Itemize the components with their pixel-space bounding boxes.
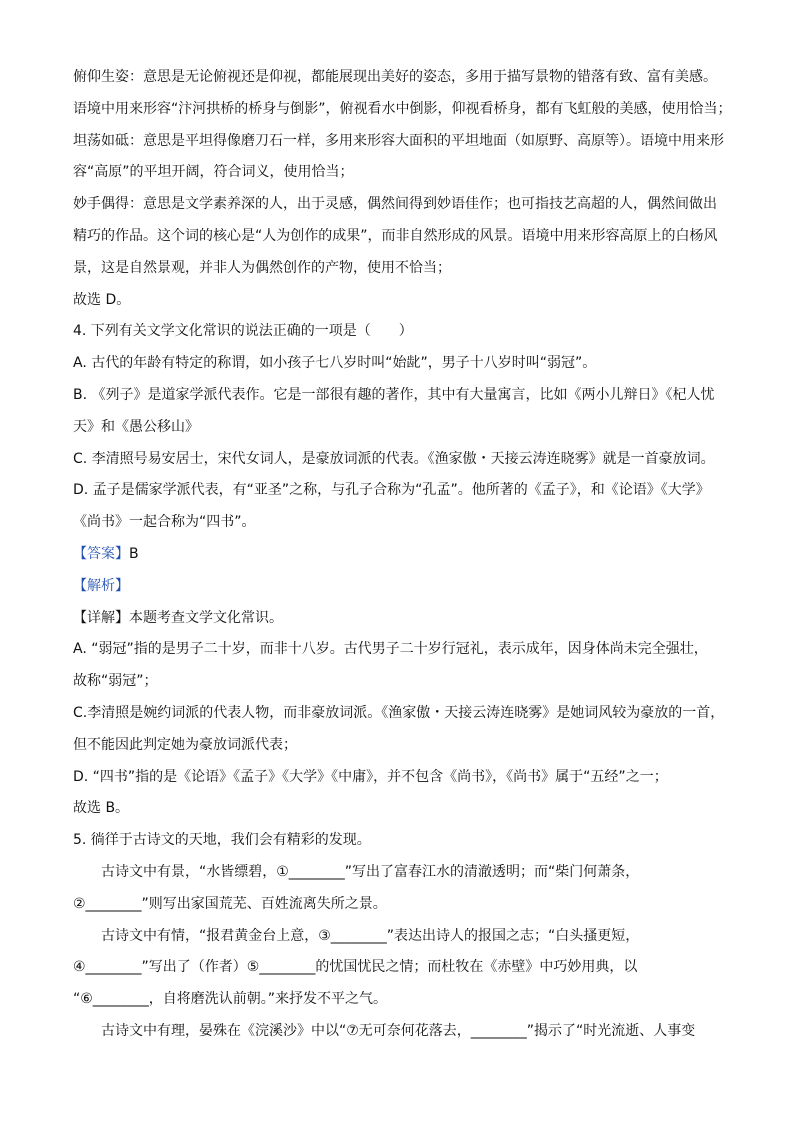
document-page [73, 62, 745, 1048]
detail-text: 本题考查文学文化常识。 [129, 609, 283, 626]
option-d-continued: 《尚书》一起合称为“四书”。 [73, 514, 256, 531]
question-5-line: 古诗文中有情，“报君黄金台上意，③________”表达出诗人的报国之志；“白头搔更短， [101, 927, 640, 944]
analysis-line [73, 571, 745, 603]
question-5-line: “⑥________，自将磨洗认前朝。”来抒发不平之气。 [73, 991, 388, 1008]
explanation-line: C.李清照是婉约词派的代表人物，而非豪放词派。《渔家傲・天接云涛连晓雾》是她词风较为豪放的一首， [73, 704, 725, 721]
text-line: 故选 D。 [73, 291, 131, 308]
question-5-stem: 5. 徜徉于古诗文的天地，我们会有精彩的发现。 [73, 832, 371, 849]
answer-value: B [129, 545, 139, 562]
explanation-line: D. “四书”指的是《论语》《孟子》《大学》《中庸》，并不包含《尚书》，《尚书》属于“五经”之一； [73, 768, 668, 785]
explanation-line: 故选 B。 [73, 800, 130, 817]
explanation-line: 但不能因此判定她为豪放词派代表； [73, 736, 297, 753]
text-line: 坦荡如砥：意思是平坦得像磨刀石一样，多用来形容大面积的平坦地面（如原野、高原等）。语境中用来形 [73, 132, 724, 149]
detail-line [73, 603, 745, 635]
option-b-continued: 天》和《愚公移山》 [73, 418, 199, 435]
detail-tag: 【详解】 [73, 609, 129, 626]
answer-line [73, 539, 745, 571]
option-d: D. 孟子是儒家学派代表，有“亚圣”之称，与孔子合称为“孔孟”。他所著的《孟子》，和《论语》《大学》 [73, 482, 710, 499]
text-line: 语境中用来形容“汴河拱桥的桥身与倒影”，俯视看水中倒影，仰视看桥身，都有飞虹般的美感，使用恰当； [73, 100, 732, 117]
option-b: B. 《列子》是道家学派代表作。它是一部很有趣的著作，其中有大量寓言，比如《两小儿辩日》《杞人忧 [73, 386, 715, 403]
analysis-tag: 【解析】 [73, 577, 129, 594]
question-4-stem: 4. 下列有关文学文化常识的说法正确的一项是（ ） [73, 323, 413, 340]
answer-tag: 【答案】 [73, 545, 129, 562]
option-c: C. 李清照号易安居士，宋代女词人，是豪放词派的代表。《渔家傲・天接云涛连晓雾》就是一首豪放词。 [73, 450, 715, 467]
explanation-line: 故称“弱冠”； [73, 673, 158, 690]
text-line: 妙手偶得：意思是文学素养深的人，出于灵感，偶然间得到妙语佳作；也可指技艺高超的人，偶然间做出 [73, 196, 717, 213]
question-5-line: ②________”则写出家国荒芜、百姓流离失所之景。 [73, 895, 387, 912]
option-a: A. 古代的年龄有特定的称谓，如小孩子七八岁时叫“始龀”，男子十八岁时叫“弱冠”。 [73, 355, 597, 372]
text-line: 景，这是自然景观，并非人为偶然创作的产物，使用不恰当； [73, 259, 451, 276]
question-5-line: 古诗文中有理，晏殊在《浣溪沙》中以“⑦无可奈何花落去，________”揭示了“时光流逝、人事变 [101, 1022, 696, 1039]
question-5-line: 古诗文中有景，“水皆缥碧，①________”写出了富春江水的清澈透明；而“柴门何萧条， [101, 863, 640, 880]
question-5-line: ④________”写出了（作者）⑤________的忧国忧民之情；而杜牧在《赤壁》中巧妙用典，以 [73, 959, 638, 976]
text-line: 俯仰生姿：意思是无论俯视还是仰视，都能展现出美好的姿态，多用于描写景物的错落有致、富有美感。 [73, 69, 717, 85]
text-line: 容“高原”的平坦开阔，符合词义，使用恰当； [73, 164, 354, 181]
explanation-line: A. “弱冠”指的是男子二十岁，而非十八岁。古代男子二十岁行冠礼，表示成年，因身体尚未完全强壮， [73, 641, 708, 658]
text-line: 精巧的作品。这个词的核心是“人为创作的成果”，而非自然形成的风景。语境中用来形容高原上的白杨风 [73, 227, 718, 244]
